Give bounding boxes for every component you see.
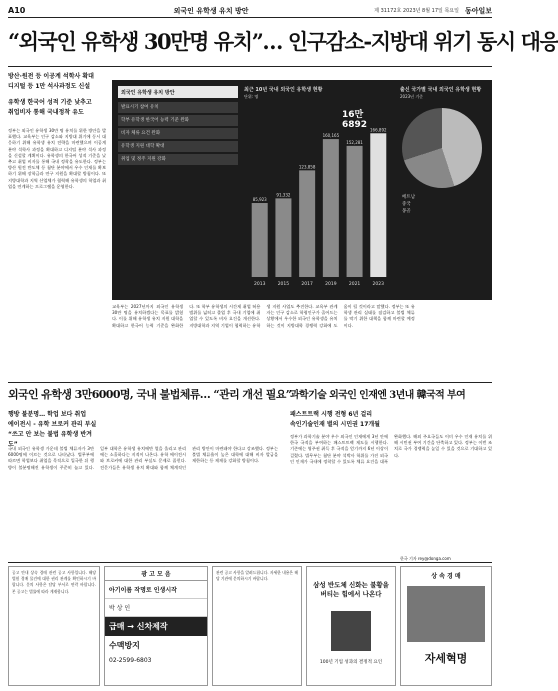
infographic-left-title: 외국인 유학생 유치 방안: [118, 86, 238, 98]
chart-bar: [252, 203, 268, 277]
pie-chart: [402, 108, 482, 188]
chart-bar: [347, 146, 363, 277]
book-ad: 삼성 반도체 신화는 불황을 버티는 힘에서 나온다 100년 기업 성과의 결정적 요인: [306, 566, 396, 686]
x-tick-label: 2023: [372, 282, 385, 287]
chart-bar: [299, 170, 315, 277]
pie-title: 출신 국가별 국내 외국인 유학생 현황: [400, 87, 482, 93]
notice-ad: 공고 안내 상속 경매 관련 공고 사항입니다. 해당 법원 경매 물건에 대한 권리 관계를 확인하시기 바랍니다. 문의 사항은 담당 부서로 연락 바랍니다. 본 공고는 법률에 따라 게재합니다.: [8, 566, 100, 686]
bar-value-label: 123,858: [298, 164, 316, 170]
estate-ad: 상 속 경 매 자세혁명: [400, 566, 492, 686]
highlight-value: 16만 6892: [342, 110, 368, 130]
bar-chart: [244, 102, 394, 292]
infographic-items: 발표시기 참여 유치 학부 유학생 한국어 능력 기준 완화 비자 체류 요건 완화 유학생 지원 대학 확대 취업 및 정주 지원 강화: [118, 102, 238, 167]
issue-meta: 제 31172호 2023년 8월 17일 목요일: [374, 8, 459, 14]
bar-value-label: 91,332: [276, 192, 291, 198]
ad-photo: [407, 586, 485, 642]
article1-body-text: 국내 외국인 유학생 가운데 불법 체류자가 3만6000명에 이르는 것으로 나타났다. 법무부에 따르면 학업보다 취업을 목적으로 입국한 뒤 행방이 불분명해진 유학생이 꾸준히 늘고 있다. 일부 대학은 유학생 유치에만 열을 올리고 관리에는 소홀하다는 지적이 나온다. 유학 에이전시와 브로커에 대한 관리 부실도 문제로 꼽힌다. 전문가들은 유학생 유치 확대와 함께 체계적인 관리 방안이 마련돼야 한다고 강조했다. 정부는 불법 체류율이 높은 대학에 대해 비자 발급을 제한하는 등 제재를 강화할 방침이다.: [8, 446, 278, 470]
bar-value-label: 160,165: [322, 133, 340, 139]
article2-headline: 과학기술 외국인 인재엔 3년내 韓국적 부여: [290, 390, 466, 401]
lead-subheads: 방산·원전 등 이공계 석학사 확대 디지털 등 1만 석사과정도 신설 유학생 한국어 성적 기준 낮추고 취업비자 통해 국내정착 유도: [8, 73, 94, 116]
chart-unit: 단위: 명: [244, 94, 259, 99]
main-headline: “외국인 유학생 30만명 유치”… 인구감소-지방대 위기 동시 대응: [8, 29, 558, 54]
divider: [8, 66, 492, 67]
pie-subtitle: 2023년 기준: [400, 94, 424, 99]
chart-bar: [275, 198, 291, 277]
x-tick-label: 2015: [277, 282, 290, 287]
x-tick-label: 2021: [348, 282, 361, 287]
bar-value-label: 85,923: [252, 197, 267, 203]
notice-ad-2: 관련 공고 사항을 알려드립니다. 자세한 내용은 해당 기관에 문의하시기 바랍니다.: [212, 566, 302, 686]
pie-legend: 베트남 중국 몽골: [402, 195, 416, 214]
divider: [8, 382, 492, 383]
x-tick-label: 2017: [301, 282, 313, 287]
article-body-text: 교육부는 2027년까지 외국인 유학생 30만 명을 유치하겠다는 목표를 밝혔다. 이를 위해 유학생 유치 지원 대학을 확대하고 한국어 능력 기준을 완화한다. 또 학부 유학생의 시간제 취업 허용 범위를 넓히고 졸업 후 국내 기업에 취업할 수 있도록 비자 요건을 개선한다. 지방대학과 지역 기업이 협력하는 유학생 지원 사업도 추진한다. 교육부 관계자는 인구 감소로 학령인구가 줄어드는 상황에서 우수한 외국인 유학생을 유치하는 것이 지방대학 경쟁력 강화에 도움이 될 것이라고 말했다. 정부는 또 유학생 관리 실태를 점검하고 불법 체류를 막기 위한 대책을 함께 마련할 예정이다.: [112, 304, 415, 328]
article2-subheads: 패스트트랙 시행 전형 6년 걸리 속인기술인재 별의 시민권 17개월: [290, 411, 380, 428]
bar-value-label: 152,281: [346, 139, 363, 145]
section-title: 외국인 유학생 유치 방안: [173, 6, 249, 15]
page-header: [8, 4, 492, 18]
x-tick-label: 2013: [253, 282, 266, 287]
article1-headline: 외국인 유학생 3만6000명, 국내 불법체류… “관리 개선 필요”: [8, 388, 292, 401]
chart-bar: [323, 139, 339, 277]
book-cover-image: [331, 611, 371, 651]
page-number: A10: [8, 6, 26, 15]
article2-body-text: 정부가 과학기술 분야 우수 외국인 인재에게 3년 안에 한국 국적을 부여하는 패스트트랙 제도를 시행한다. 기존에는 영주권 취득 후 국적을 얻기까지 6년 이상이 걸렸다. 법무부는 첨단 분야 석박사 학위를 가진 외국인 인재가 국내에 정착할 수 있도록 체류 요건을 대폭 완화했다. 해외 주요국들도 이미 우수 인재 유치를 위해 시민권 부여 기간을 단축하고 있다. 정부는 이번 조치로 국가 경쟁력을 높일 수 있을 것으로 기대하고 있다.: [290, 434, 492, 464]
lead-body-text: 정부는 외국인 유학생 30만 명 유치를 위한 방안을 발표했다. 교육부는 인구 감소와 지방대 위기에 동시 대응하기 위해 유학생 유치 전략을 마련했으며 이공계 분야 석학사 과정을 확대하고 디지털 분야 석사 과정을 신설할 계획이다. 유학생의 한국어 성적 기준을 낮추고 취업 비자를 통해 국내 정착을 유도한다. 정부는 방산 원전 반도체 등 첨단 분야에서 우수 인재를 확보하기 위해 장학금과 연구 지원을 확대할 방침이다. 또 지방대학과 지역 산업체가 협력해 유학생의 학업과 취업을 연계하는 프로그램을 운영한다.: [8, 128, 106, 189]
divider: [8, 562, 492, 563]
article1-subheads: 행방 불분명… 학업 보다 취업 에이전시 - 유학 브로커 관리 부실 “쓰고 안 보는 불법 유학생 반겨도”: [8, 411, 97, 448]
infographic: [112, 80, 492, 300]
bar-value-label: 166,892: [370, 127, 387, 133]
x-tick-label: 2019: [325, 282, 337, 287]
article2-byline: 한국 기자 rey@donga.com: [400, 556, 451, 561]
classified-ads: 광 고 모 음 아기이름 작명로 인생시작 박 상 인 급매 → 신차제작 수맥방지 02-2599-6803: [104, 566, 208, 686]
newspaper-logo: 동아일보: [464, 5, 492, 15]
chart-bar: [370, 133, 386, 277]
chart-title: 최근 10년 국내 외국인 유학생 현황: [244, 87, 323, 93]
